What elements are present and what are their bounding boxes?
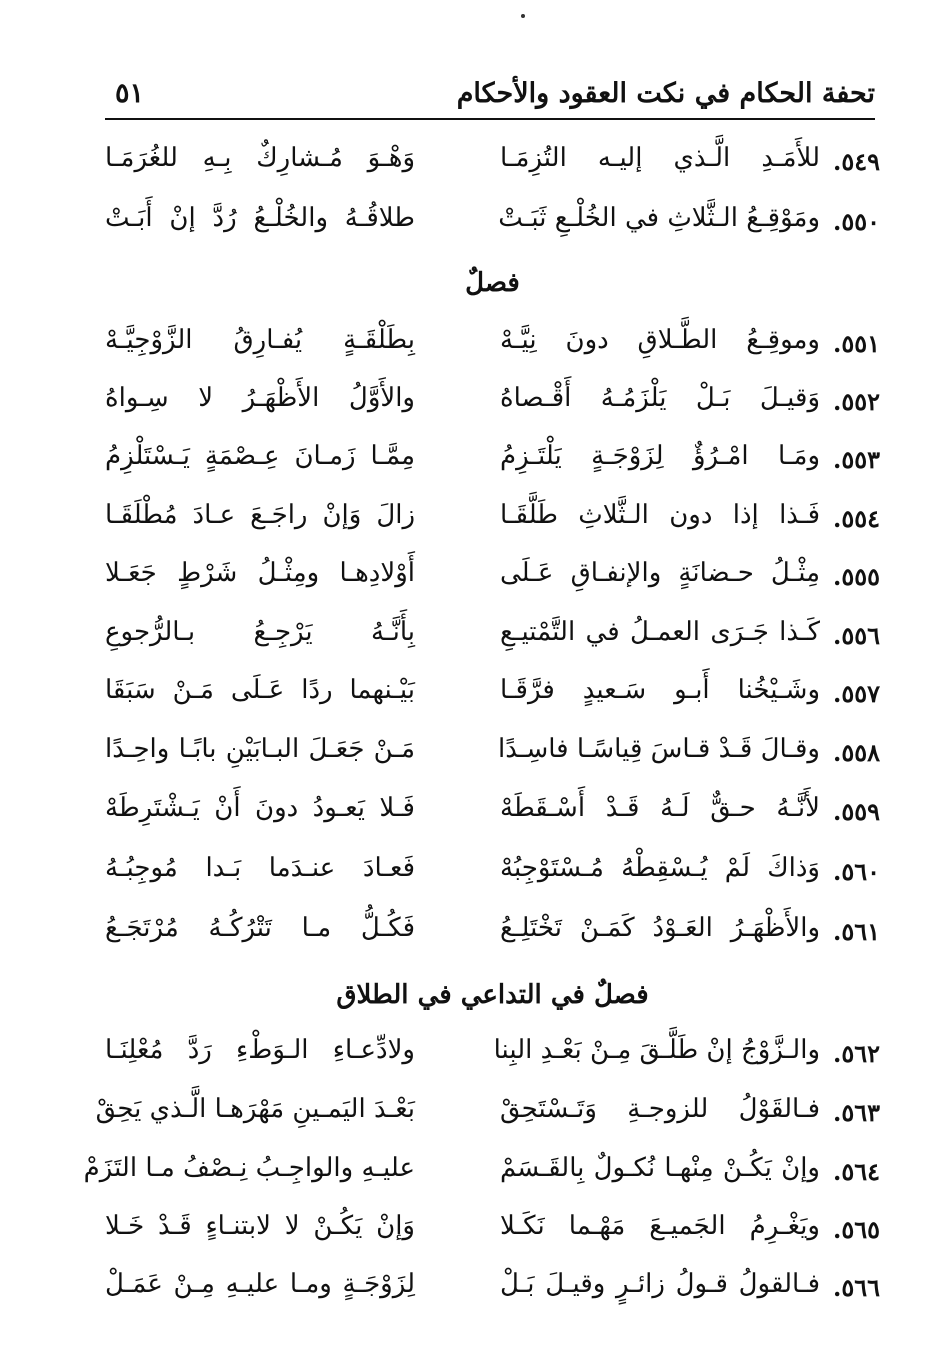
verse-first-hemistich: فَـذا إذا دون الـثَّلاثِ طَلَّقَـا xyxy=(500,500,820,530)
verse-second-hemistich: بَيْـنهما ردًا عَـلَى مَـنْ سَبَقَا xyxy=(105,675,415,705)
verse-second-hemistich: والأَوَّلُ الأَظْهَـرُ لا سِـواهُ xyxy=(105,383,415,413)
verse-number: ٥٦١. xyxy=(832,917,880,946)
scan-dot xyxy=(521,14,525,18)
verse-second-hemistich: أَوْلادِهـا ومِثْـلُ شَرْطٍ جَعَـلا xyxy=(105,558,415,588)
verse-first-hemistich: وَذاكَ لَمْ يُـسْقِطْهُ مُـسْتَوْجِبُهْ xyxy=(500,853,820,883)
verse xyxy=(83,1153,880,1193)
verse xyxy=(105,1211,880,1251)
verse-number: ٥٦٤. xyxy=(832,1157,880,1186)
verse-number: ٥٥٦. xyxy=(832,621,880,650)
verse-second-hemistich: بَعْـدَ اليَمـينِ مَهْرَهـا الَّـذي يَحِقْ xyxy=(95,1094,415,1124)
verse xyxy=(105,203,880,243)
verse-first-hemistich: وقـالَ قَـدْ قـاسَ قِياسًـا فاسِـدًا xyxy=(497,734,820,764)
verse-second-hemistich: فَـلا يَعـودُ دونَ أَنْ يَـشْتَرِطَهْ xyxy=(105,793,415,823)
verse-number: ٥٥٩. xyxy=(832,797,880,826)
verse-number: ٥٦٢. xyxy=(832,1039,880,1068)
verse-first-hemistich: للأَمَـدِ الَّـذي إليـه التُزِمَـا xyxy=(500,143,820,173)
verse-second-hemistich: عليـهِ والواجِـبُ نِـصْفُ مـا التَزَمْ xyxy=(83,1153,415,1183)
verse-first-hemistich: وإنْ يَكُـنْ مِنْهـا نُكـولٌ بِالقَـسَمْ xyxy=(500,1153,820,1183)
verse-number: ٥٥٠. xyxy=(832,207,880,236)
verse-second-hemistich: وَإنْ يَكُـنْ لا لابتنـاءٍ قَـدْ خَـلا xyxy=(105,1211,415,1241)
verse xyxy=(105,617,880,657)
verse xyxy=(105,793,880,833)
verse-first-hemistich: ومَوْقِـعُ الـثَّلاثِ في الخُلْـعِ ثَبَـتْ xyxy=(498,203,820,233)
verse xyxy=(105,734,880,774)
verse-first-hemistich: لأَنَّـهُ حـقٌّ لَـهُ قَـدْ أَسْـقَطَهْ xyxy=(500,793,820,823)
section-heading: فصلٌ xyxy=(465,268,520,298)
verse-first-hemistich: ويَغْـرِمُ الجَميـعَ مَهْـما نَكَـلا xyxy=(500,1211,820,1241)
verse-second-hemistich: مَـنْ جَعَـلَ البـابَيْنِ بابًـا واحِـدًا xyxy=(105,734,415,764)
verse xyxy=(105,853,880,893)
verse-second-hemistich: ولادِّعـاءِ الـوَطْءِ رَدَّ مُعْلِنَـا xyxy=(105,1035,415,1065)
verse-first-hemistich: مِثْـلُ حـضانَةٍ والإنفـاقِ عَـلَى xyxy=(500,558,820,588)
verse-first-hemistich: فـالقولُ قـولُ زائـرٍ وقيـلَ بَـلْ xyxy=(500,1269,820,1299)
verse xyxy=(105,1035,880,1075)
verse-number: ٥٥١. xyxy=(832,329,880,358)
verse-first-hemistich: والـزَّوْجُ إنْ طَلَّـقَ مِـنْ بَعْـدِ البِنا xyxy=(493,1035,820,1065)
verse-second-hemistich: طلاقُـهُ والخُلْـعُ رُدَّ إنْ أَبَـتْ xyxy=(105,203,415,233)
verse xyxy=(105,383,880,423)
verse xyxy=(105,558,880,598)
verse-second-hemistich: لِزَوْجَـةٍ ومـا عليـهِ مِـنْ عَمَـلْ xyxy=(105,1269,415,1299)
verse-number: ٥٥٤. xyxy=(832,504,880,533)
verse xyxy=(105,441,880,481)
verse xyxy=(105,675,880,715)
verse xyxy=(105,325,880,365)
verse-first-hemistich: كَـذا جَـرَى العمـلُ في التَّمْتيـعِ xyxy=(500,617,820,647)
verse-second-hemistich: مِمَّـا زَمـانَ عِـصْمَةٍ يَـسْتَلْزِمُ xyxy=(105,441,415,471)
verse-number: ٥٥٥. xyxy=(832,562,880,591)
verse-first-hemistich: فـالقَوْلُ للزوجـةِ وَتَـسْتَحِقْ xyxy=(500,1094,820,1124)
verse-number: ٥٦٦. xyxy=(832,1273,880,1302)
section-heading: فصلٌ في التداعي في الطلاق xyxy=(336,980,649,1010)
verse-second-hemistich: زالَ وَإنْ راجَـعَ عـادَ مُطْلَقَـا xyxy=(105,500,415,530)
verse-number: ٥٦٥. xyxy=(832,1215,880,1244)
verse-second-hemistich: فَعـادَ عنـدَما بَـدا مُوجِبُـهُ xyxy=(105,853,415,883)
verse xyxy=(105,1269,880,1309)
verse-number: ٥٦٠. xyxy=(832,857,880,886)
verse-number: ٥٥٨. xyxy=(832,738,880,767)
verse xyxy=(105,500,880,540)
verse xyxy=(95,1094,880,1134)
verse-second-hemistich: بِطَلْقَـةٍ يُفـارِقُ الزَّوْجِيَّـهْ xyxy=(105,325,415,355)
verse-number: ٥٦٣. xyxy=(832,1098,880,1127)
verse-first-hemistich: وشَـيْخُنا أَبـو سَـعيدٍ فرَّقَـا xyxy=(500,675,820,705)
page-header xyxy=(105,72,875,120)
verse-first-hemistich: وَقيـلَ بَـلْ يَلْزَمُـهُ أَقْـصاهُ xyxy=(500,383,820,413)
verse-first-hemistich: وموقِـعُ الطَّـلاقِ دونَ نِيَّـهْ xyxy=(500,325,820,355)
running-title: تحفة الحكام في نكت العقود والأحكام xyxy=(456,78,875,109)
verse-second-hemistich: وَهْـوَ مُـشارِكٌ بِـهِ للغُرَمَـا xyxy=(105,143,415,173)
verse-second-hemistich: فَكُـلُّ مـا تَتْرُكُـهُ مُرْتَجَـعُ xyxy=(105,913,415,943)
verse-second-hemistich: بِأَنَّـهُ يَرْجِـعُ بـالرُّجوعِ xyxy=(105,617,415,647)
verse-number: ٥٤٩. xyxy=(832,147,880,176)
verse-first-hemistich: والأَظْهَـرُ العَـوْدُ كَمَـنْ تَخْتَلِـعُ xyxy=(500,913,820,943)
verse-first-hemistich: ومَـا امْـرُؤٌ لِزَوْجَـةٍ يَلْتَـزِمُ xyxy=(500,441,820,471)
verse-number: ٥٥٣. xyxy=(832,445,880,474)
verse-number: ٥٥٢. xyxy=(832,387,880,416)
verse xyxy=(105,913,880,953)
verse xyxy=(105,143,880,183)
verse-number: ٥٥٧. xyxy=(832,679,880,708)
page-number: ٥١ xyxy=(115,78,145,109)
